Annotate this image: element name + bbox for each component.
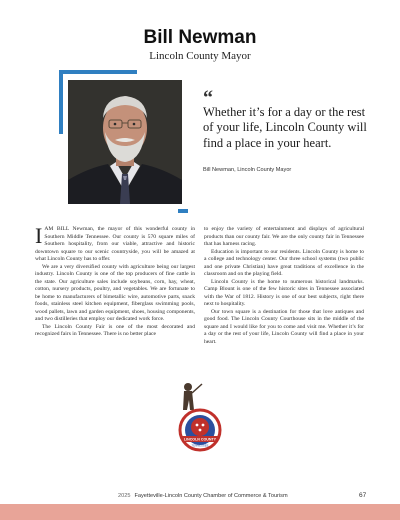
quote-mark: “ [203, 87, 213, 109]
seal-text-line2: TENNESSEE [191, 443, 209, 448]
article-paragraph: to enjoy the variety of entertainment and displays of agricultural products than our county fair. We are the only county fair in Tennessee that has harness racing. [204, 226, 364, 247]
article-paragraph: Our town square is a destination for those that love antiques and good food. The Lincoln County Courthouse sits in the middle of the square and I would like for you to come and visit me. Whether it’s for a day or the rest of your life, Lincoln County will find a place in your heart. [204, 308, 364, 345]
mayor-name: Bill Newman [143, 27, 257, 48]
article-paragraph: We are a very diversified county with agriculture being our largest industry. Lincoln County is one of the top producers of fine cattle in the state. Our agriculture sales include soybeans, corn, hay, wheat, cotton, nursery products, poultry, and vegetables. We are fortunate to be home to manufacturers of bimetallic wire, automotive parts, snack foods, stainless steel kitchen equipment, fiberglass swimming pools, wood pallets, lawn and garden equipment, shoes, housing components, and two distilleries that employ our dedicated work force. [35, 263, 195, 322]
article-paragraph: Education is important to our residents. Lincoln County is home to a college and technology center. Our three school systems (two public and one private Christian) have great traditions of excellence in the classroom and on the playing field. [204, 248, 364, 277]
mayor-title: Lincoln County Mayor [149, 50, 251, 62]
quote-attribution: Bill Newman, Lincoln County Mayor [203, 167, 292, 173]
lincoln-county-seal-icon [172, 380, 228, 456]
article-paragraph: IAM BILL Newman, the mayor of this wonderful county in Southern Middle Tennessee. Our county is 570 square miles of Southern hospitality, from our viable, attractive and historic downtown square to our scenic countryside, you will be amazed at what Lincoln County has to offer. [35, 223, 195, 262]
article-column-left [35, 223, 195, 339]
mayor-portrait [68, 80, 182, 204]
article-column-right [204, 226, 364, 346]
seal-text-line1: LINCOLN COUNTY [183, 437, 217, 442]
footer-publisher: Fayetteville-Lincoln County Chamber of Commerce & Tourism [134, 493, 288, 499]
page-number: 67 [359, 492, 367, 499]
photo-frame-accent-bottom [178, 209, 188, 213]
footer [118, 493, 288, 499]
article-paragraph: The Lincoln County Fair is one of the most decorated and recognized fairs in Tennessee. There is no better place [35, 323, 195, 337]
bottom-color-bar [0, 504, 400, 520]
footer-year: 2025 [118, 493, 131, 499]
pull-quote: Whether it’s for a day or the rest of your life, Lincoln County will find a place in your heart. [203, 105, 367, 150]
dropcap: I [35, 223, 43, 248]
article-paragraph: Lincoln County is the home to numerous historical landmarks. Camp Blount is one of the few historic sites in Tennessee associated with the War of 1812. History is one of our best subjects, right there next to hospitality. [204, 278, 364, 307]
